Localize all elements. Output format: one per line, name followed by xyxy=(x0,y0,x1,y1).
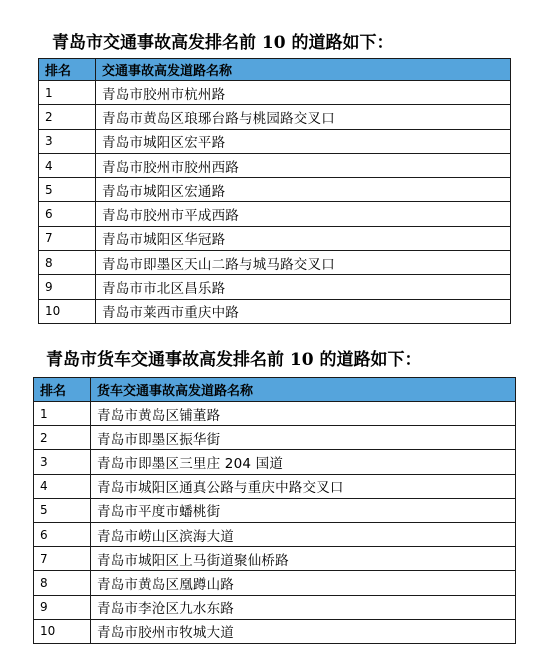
road-name-cell: 青岛市即墨区振华街 xyxy=(91,426,516,450)
road-name-cell: 青岛市城阳区宏通路 xyxy=(96,178,511,202)
table-row xyxy=(34,522,516,546)
road-name-cell: 青岛市即墨区三里庄 204 国道 xyxy=(91,450,516,474)
road-name-cell: 青岛市即墨区天山二路与城马路交叉口 xyxy=(96,251,511,275)
rank-cell: 3 xyxy=(34,450,91,474)
rank-cell: 6 xyxy=(39,202,96,226)
column-header-rank: 排名 xyxy=(39,59,96,81)
section-title-truck-accidents: 青岛市货车交通事故高发排名前 10 的道路如下： xyxy=(46,350,422,370)
table-header-row xyxy=(39,59,511,81)
road-name-cell: 青岛市城阳区通真公路与重庆中路交叉口 xyxy=(91,474,516,498)
rank-cell: 7 xyxy=(39,226,96,250)
table-row xyxy=(39,251,511,275)
rank-cell: 6 xyxy=(34,522,91,546)
table-row xyxy=(39,202,511,226)
road-name-cell: 青岛市城阳区宏平路 xyxy=(96,129,511,153)
section-title-accidents: 青岛市交通事故高发排名前 10 的道路如下： xyxy=(52,33,394,53)
rank-cell: 1 xyxy=(34,402,91,426)
rank-cell: 7 xyxy=(34,547,91,571)
table-row xyxy=(39,178,511,202)
table-row xyxy=(34,498,516,522)
road-name-cell: 青岛市胶州市杭州路 xyxy=(96,81,511,105)
rank-cell: 10 xyxy=(34,619,91,643)
table-row xyxy=(34,547,516,571)
road-name-cell: 青岛市崂山区滨海大道 xyxy=(91,522,516,546)
road-name-cell: 青岛市李沧区九水东路 xyxy=(91,595,516,619)
table-row xyxy=(34,402,516,426)
rank-cell: 5 xyxy=(34,498,91,522)
table-row xyxy=(39,81,511,105)
rank-cell: 4 xyxy=(39,153,96,177)
road-name-cell: 青岛市胶州市胶州西路 xyxy=(96,153,511,177)
rank-cell: 8 xyxy=(39,251,96,275)
road-name-cell: 青岛市市北区昌乐路 xyxy=(96,275,511,299)
table-row xyxy=(34,571,516,595)
table-row xyxy=(34,474,516,498)
table-header-row xyxy=(34,378,516,402)
rank-cell: 3 xyxy=(39,129,96,153)
table-row xyxy=(39,153,511,177)
rank-cell: 10 xyxy=(39,299,96,323)
table-row xyxy=(34,450,516,474)
rank-cell: 2 xyxy=(34,426,91,450)
table-row xyxy=(39,226,511,250)
table-row xyxy=(39,299,511,323)
rank-cell: 4 xyxy=(34,474,91,498)
road-name-cell: 青岛市莱西市重庆中路 xyxy=(96,299,511,323)
road-name-cell: 青岛市城阳区上马街道聚仙桥路 xyxy=(91,547,516,571)
column-header-rank: 排名 xyxy=(34,378,91,402)
table-row xyxy=(39,129,511,153)
road-name-cell: 青岛市胶州市平成西路 xyxy=(96,202,511,226)
rank-cell: 1 xyxy=(39,81,96,105)
table-row xyxy=(34,426,516,450)
rank-cell: 9 xyxy=(34,595,91,619)
column-header-road: 交通事故高发道路名称 xyxy=(96,59,511,81)
road-name-cell: 青岛市城阳区华冠路 xyxy=(96,226,511,250)
table-row xyxy=(34,595,516,619)
table-row xyxy=(34,619,516,643)
column-header-road: 货车交通事故高发道路名称 xyxy=(91,378,516,402)
table-row xyxy=(39,105,511,129)
rank-cell: 5 xyxy=(39,178,96,202)
rank-cell: 8 xyxy=(34,571,91,595)
truck-accident-roads-table xyxy=(33,377,516,644)
road-name-cell: 青岛市平度市蟠桃街 xyxy=(91,498,516,522)
road-name-cell: 青岛市黄岛区琅琊台路与桃园路交叉口 xyxy=(96,105,511,129)
road-name-cell: 青岛市黄岛区凰蹲山路 xyxy=(91,571,516,595)
accident-roads-table xyxy=(38,58,511,324)
road-name-cell: 青岛市胶州市牧城大道 xyxy=(91,619,516,643)
rank-cell: 9 xyxy=(39,275,96,299)
road-name-cell: 青岛市黄岛区铺董路 xyxy=(91,402,516,426)
rank-cell: 2 xyxy=(39,105,96,129)
table-row xyxy=(39,275,511,299)
